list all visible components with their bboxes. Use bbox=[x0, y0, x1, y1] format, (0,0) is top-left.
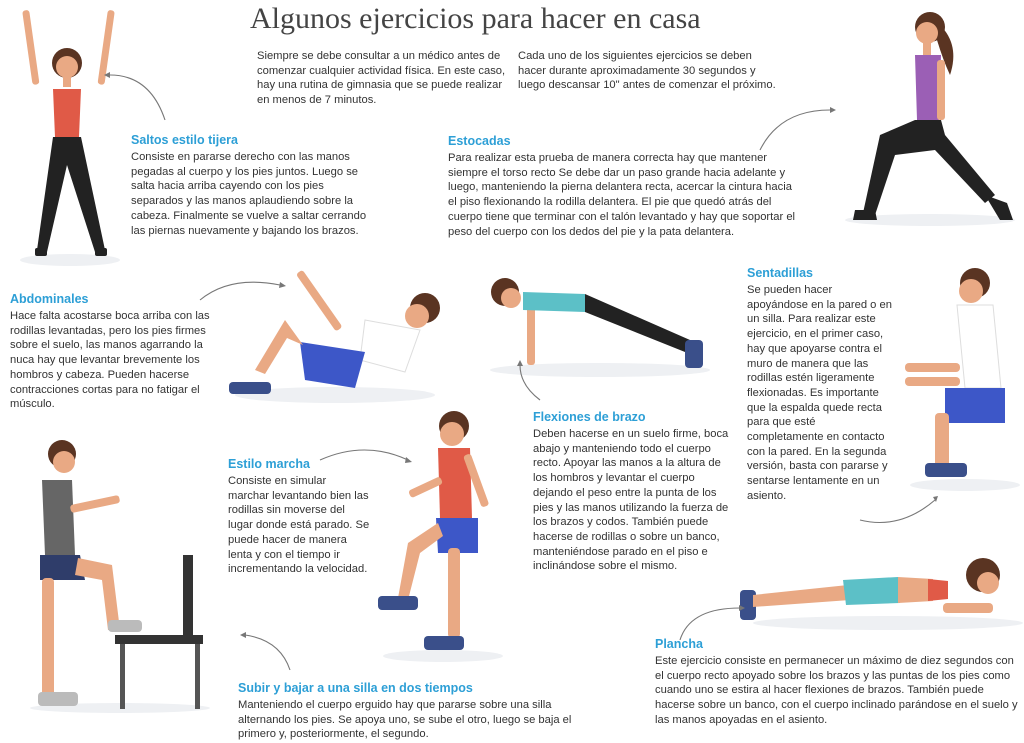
exercise-title: Saltos estilo tijera bbox=[131, 133, 238, 147]
exercise-title: Flexiones de brazo bbox=[533, 410, 646, 424]
exercise-text: Consiste en pararse derecho con las manos pegadas al cuerpo y los pies juntos. Luego se salta hacia arriba cayendo con los pies separados y las manos aplaudiendo sobre la cabeza. Finalmente se vuelve a saltar cerrando las piernas nuevamente y bajando los brazos. bbox=[131, 151, 367, 237]
intro-right: Cada uno de los siguientes ejercicios se deben hacer durante aproximadamente 30 segundos y luego descansar 10" antes de comenzar el próximo. bbox=[518, 50, 776, 91]
man-step-up-figure bbox=[20, 440, 215, 715]
exercise-sentadillas bbox=[747, 266, 895, 504]
exercise-flexiones bbox=[533, 410, 733, 574]
exercise-text: Este ejercicio consiste en permanecer un máximo de diez segundos con el cuerpo recto apoyado sobre los brazos y las puntas de los pies como cuando uno se estira al hacer flexiones de brazos. También puede hacerse sobre un banco, con el cuerpo inclinado parándose en el suelo y las manos apoyadas en el asiento. bbox=[655, 655, 1018, 726]
curved-arrow bbox=[933, 496, 938, 502]
exercise-title: Abdominales bbox=[10, 292, 89, 306]
exercise-title: Estilo marcha bbox=[228, 457, 310, 471]
exercise-title: Estocadas bbox=[448, 134, 511, 148]
curved-arrow bbox=[245, 635, 290, 670]
exercise-text: Deben hacerse en un suelo firme, boca abajo y manteniendo todo el cuerpo recto. Apoyar las manos a la altura de los hombros y levantar el cuerpo dejando el peso entre la punta de los pies y las manos utilizando la fuerza de los brazos y codos. También puede hacerse de rodillas o sobre un banco, manteniéndose parado en el piso e inclinándose sobre el mismo. bbox=[533, 428, 729, 573]
woman-lunge-figure bbox=[835, 5, 1020, 230]
curved-arrow bbox=[240, 632, 246, 638]
exercise-text: Se pueden hacer apoyándose en la pared o en un silla. Para realizar este ejercicio, en el primer caso, hay que apoyarse contra el muro de manera que las rodillas estén ligeramente flexionadas. Es importante que la espalda quede recta para que esté completamente en contacto con la pared. En la segunda versión, basta con pararse y sentarse lentamente en un asiento. bbox=[747, 284, 892, 502]
exercise-estocadas bbox=[448, 134, 798, 239]
man-marching-figure bbox=[368, 408, 528, 668]
exercise-text: Para realizar esta prueba de manera correcta hay que mantener siempre el torso recto Se debe dar un paso grande hacia adelante y luego, manteniendo la pierna delantera recta, acercar la cintura hacia el piso flexionando la rodilla delantera. El pie que quedó atrás del cuerpo tiene que terminar con el talón levantado y hay que soportar el peso del cuerpo con los dedos del pie y la pata delantera. bbox=[448, 152, 796, 238]
exercise-marcha bbox=[228, 457, 370, 577]
page-title: Algunos ejercicios para hacer en casa bbox=[250, 2, 701, 35]
intro-left: Siempre se debe consultar a un médico antes de comenzar cualquier actividad física. En este caso, hay una rutina de gimnasia que se puede realizar en menos de 7 minutos. bbox=[257, 50, 506, 106]
man-squat-figure bbox=[905, 263, 1024, 493]
exercise-text: Manteniendo el cuerpo erguido hay que pararse sobre una silla alternando los pies. Se apoya uno, se sube el otro, luego se baja el primero y, posteriormente, el segundo. bbox=[238, 699, 572, 741]
woman-pushup-figure bbox=[485, 270, 715, 385]
curved-arrow bbox=[680, 608, 740, 640]
exercise-plancha bbox=[655, 637, 1019, 728]
exercise-silla bbox=[238, 681, 593, 742]
man-crunch-figure bbox=[225, 260, 455, 410]
woman-jumping-figure bbox=[15, 5, 125, 270]
exercise-abdominales bbox=[10, 292, 220, 412]
exercise-text: Hace falta acostarse boca arriba con las rodillas levantadas, pero los pies firmes sobre el suelo, las manos agarrando la nuca hay que levantar brevemente los hombros y cabeza. Pueden hacerse contracciones cortas para no fatigar el músculo. bbox=[10, 310, 210, 411]
exercise-saltos bbox=[131, 133, 376, 238]
woman-plank-figure bbox=[738, 545, 1023, 635]
exercise-text: Consiste en simular marchar levantando bien las rodillas sin moverse del lugar donde está parado. Se puede hacer de manera lenta y con el tiempo ir incrementando la velocidad. bbox=[228, 475, 370, 576]
exercise-title: Subir y bajar a una silla en dos tiempos bbox=[238, 681, 473, 695]
exercise-title: Sentadillas bbox=[747, 266, 813, 280]
exercise-title: Plancha bbox=[655, 637, 703, 651]
